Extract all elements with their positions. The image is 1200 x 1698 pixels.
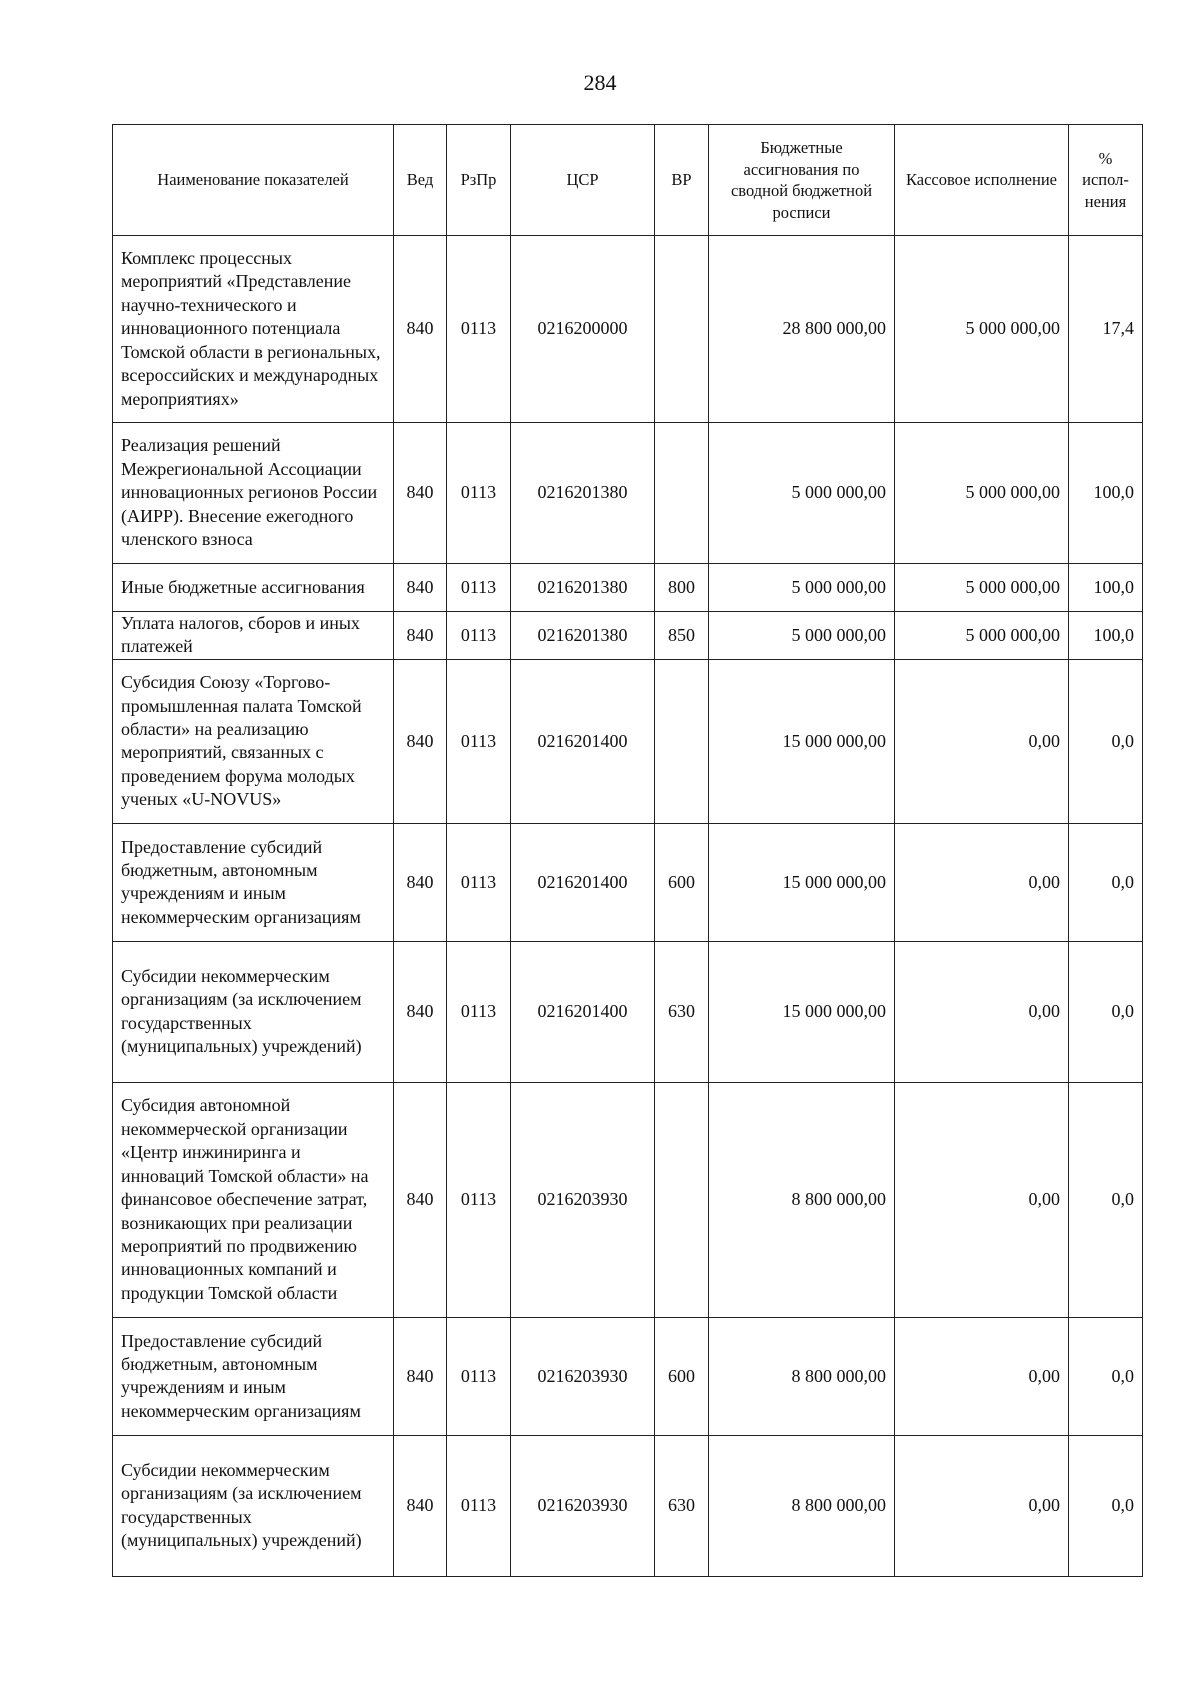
row-ved: 840 [394,1435,447,1576]
row-vr: 800 [655,564,709,612]
row-rzpr: 0113 [447,941,511,1082]
row-ved: 840 [394,823,447,941]
row-rzpr: 0113 [447,823,511,941]
row-ved: 840 [394,564,447,612]
page-number: 284 [583,70,617,95]
row-csr: 0216203930 [511,1082,655,1317]
row-rzpr: 0113 [447,612,511,660]
row-budget: 8 800 000,00 [709,1435,895,1576]
row-cash: 5 000 000,00 [895,236,1069,423]
row-budget: 15 000 000,00 [709,659,895,823]
row-cash: 5 000 000,00 [895,423,1069,564]
header-csr: ЦСР [511,125,655,236]
row-name: Реализация решений Межрегиональной Ассоциации инновационных регионов России (АИРР). Внесение ежегодного членского взноса [113,423,394,564]
row-name: Комплекс процессных мероприятий «Представление научно-технического и инновационного потенциала Томской области в региональных, всероссийских и международных мероприятиях» [113,236,394,423]
table-row [113,659,1143,823]
table-header-row [113,125,1143,236]
row-cash: 0,00 [895,1317,1069,1435]
row-name: Предоставление субсидий бюджетным, автономным учреждениям и иным некоммерческим организациям [113,1317,394,1435]
table-row [113,1435,1143,1576]
row-ved: 840 [394,612,447,660]
row-budget: 5 000 000,00 [709,564,895,612]
row-ved: 840 [394,659,447,823]
row-name: Субсидия Союзу «Торгово-промышленная палата Томской области» на реализацию мероприятий, связанных с проведением форума молодых ученых «U-NOVUS» [113,659,394,823]
row-vr [655,1082,709,1317]
row-cash: 5 000 000,00 [895,612,1069,660]
row-budget: 28 800 000,00 [709,236,895,423]
row-percent: 0,0 [1069,823,1143,941]
row-cash: 0,00 [895,659,1069,823]
row-csr: 0216200000 [511,236,655,423]
row-rzpr: 0113 [447,236,511,423]
row-csr: 0216201400 [511,823,655,941]
row-ved: 840 [394,236,447,423]
header-cash: Кассовое исполнение [895,125,1069,236]
table-row [113,612,1143,660]
row-ved: 840 [394,1082,447,1317]
row-vr: 600 [655,823,709,941]
row-rzpr: 0113 [447,1317,511,1435]
row-percent: 0,0 [1069,1082,1143,1317]
row-name: Субсидии некоммерческим организациям (за исключением государственных (муниципальных) учреждений) [113,941,394,1082]
row-percent: 0,0 [1069,1435,1143,1576]
table-row [113,1082,1143,1317]
row-budget: 8 800 000,00 [709,1317,895,1435]
header-budget: Бюджетные ассигнования по сводной бюджетной росписи [709,125,895,236]
row-budget: 15 000 000,00 [709,823,895,941]
table-row [113,941,1143,1082]
row-csr: 0216201400 [511,941,655,1082]
table-row [113,423,1143,564]
row-csr: 0216201380 [511,423,655,564]
row-name: Субсидия автономной некоммерческой организации «Центр инжиниринга и инноваций Томской области» на финансовое обеспечение затрат, возникающих при реализации мероприятий по продвижению инновационных компаний и продукции Томской области [113,1082,394,1317]
row-vr: 600 [655,1317,709,1435]
row-rzpr: 0113 [447,1082,511,1317]
row-name: Субсидии некоммерческим организациям (за исключением государственных (муниципальных) учреждений) [113,1435,394,1576]
row-percent: 100,0 [1069,564,1143,612]
row-budget: 8 800 000,00 [709,1082,895,1317]
row-ved: 840 [394,423,447,564]
row-ved: 840 [394,1317,447,1435]
header-vr: ВР [655,125,709,236]
row-budget: 15 000 000,00 [709,941,895,1082]
row-percent: 0,0 [1069,659,1143,823]
header-name: Наименование показателей [113,125,394,236]
row-vr [655,236,709,423]
row-percent: 100,0 [1069,612,1143,660]
table-row [113,1317,1143,1435]
row-percent: 0,0 [1069,1317,1143,1435]
row-percent: 0,0 [1069,941,1143,1082]
row-cash: 0,00 [895,823,1069,941]
table-row [113,564,1143,612]
row-name: Иные бюджетные ассигнования [113,564,394,612]
row-csr: 0216201380 [511,612,655,660]
row-csr: 0216201380 [511,564,655,612]
row-csr: 0216203930 [511,1435,655,1576]
row-rzpr: 0113 [447,564,511,612]
header-ved: Вед [394,125,447,236]
row-name: Уплата налогов, сборов и иных платежей [113,612,394,660]
row-budget: 5 000 000,00 [709,423,895,564]
row-vr [655,659,709,823]
row-name: Предоставление субсидий бюджетным, автономным учреждениям и иным некоммерческим организациям [113,823,394,941]
table-row [113,236,1143,423]
header-rzpr: РзПр [447,125,511,236]
row-budget: 5 000 000,00 [709,612,895,660]
row-rzpr: 0113 [447,659,511,823]
row-cash: 5 000 000,00 [895,564,1069,612]
row-percent: 17,4 [1069,236,1143,423]
row-rzpr: 0113 [447,423,511,564]
row-vr: 630 [655,941,709,1082]
row-ved: 840 [394,941,447,1082]
row-vr: 850 [655,612,709,660]
row-percent: 100,0 [1069,423,1143,564]
header-percent: % испол-нения [1069,125,1143,236]
row-csr: 0216201400 [511,659,655,823]
table-row [113,823,1143,941]
row-rzpr: 0113 [447,1435,511,1576]
row-vr: 630 [655,1435,709,1576]
row-cash: 0,00 [895,941,1069,1082]
row-vr [655,423,709,564]
row-cash: 0,00 [895,1435,1069,1576]
row-csr: 0216203930 [511,1317,655,1435]
budget-table [112,124,1143,1577]
row-cash: 0,00 [895,1082,1069,1317]
